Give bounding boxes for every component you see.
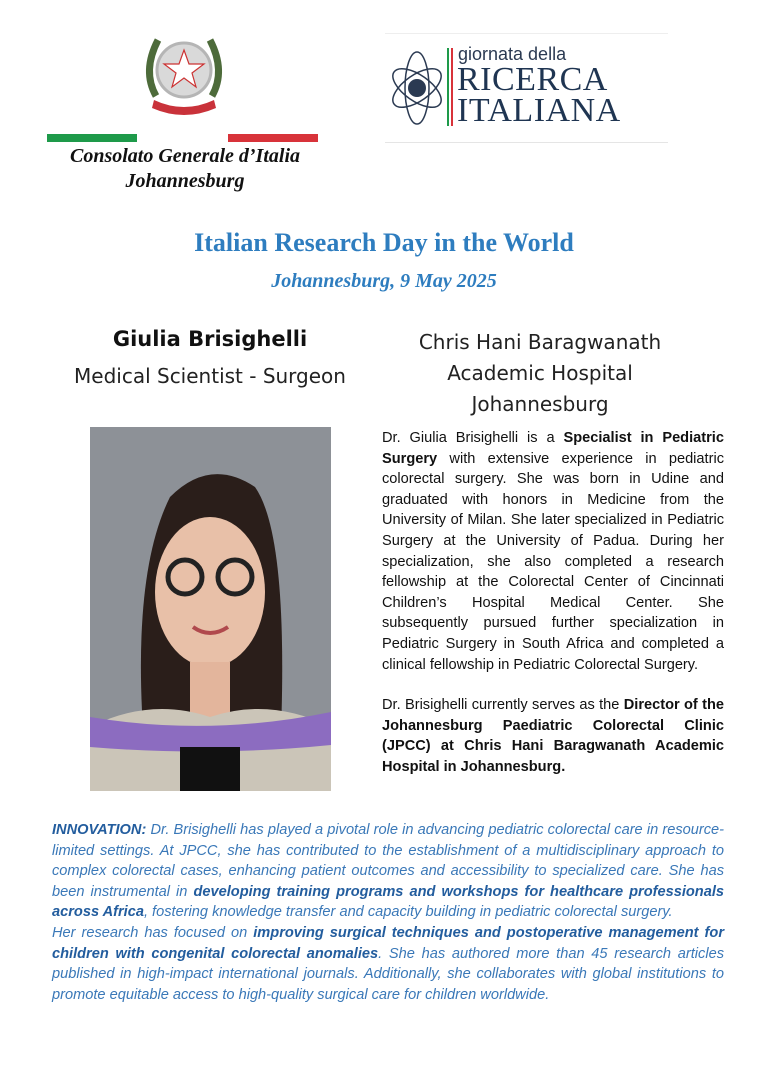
hospital-line-3: Johannesburg xyxy=(471,392,609,416)
consulate-line-2: Johannesburg xyxy=(125,170,245,192)
bio-text: Dr. Giulia Brisighelli is a xyxy=(382,430,564,446)
innovation-paragraph-1 xyxy=(52,820,724,923)
bio-paragraph-2 xyxy=(382,695,724,777)
consulate-line-1: Consolato Generale d’Italia xyxy=(69,145,300,167)
bio-text: with extensive experience in pediatric colorectal surgery. She was born in Udine and graduated with honors in Medicine from the University of Milan. She later specialized in Pediatric Surgery at the University of Padua. During her specialization, she also completed a research fellowship at the Colorectal Center of Cincinnati Children’s Hospital Medical Center. She subsequently pursued further specialization in Pediatric Surgery in South Africa and completed a clinical fellowship in Pediatric Colorectal Surgery. xyxy=(382,450,724,673)
bio-paragraph-1 xyxy=(382,428,724,675)
innovation-text: , fostering knowledge transfer and capacity building in pediatric colorectal surgery. xyxy=(143,904,673,921)
italian-republic-emblem xyxy=(138,26,230,118)
innovation-section xyxy=(52,820,724,1005)
innovation-bold: developing training programs and workshops for healthcare professionals across Africa xyxy=(52,883,724,921)
speaker-portrait xyxy=(90,427,331,791)
logo-big-text xyxy=(457,61,621,129)
event-title: Italian Research Day in the World xyxy=(194,228,574,257)
bio-bold: Specialist in Pediatric Surgery xyxy=(382,430,724,467)
bio-text: Dr. Brisighelli currently serves as the xyxy=(382,697,624,714)
innovation-text: . She has authored more than 45 research articles published in high-impact international journals. Additionally, she collaborates with global institutions to promote equitable access to high-quality surgical care for children worldwide. xyxy=(52,945,724,1003)
logo-small-text: giornata della xyxy=(458,44,567,64)
innovation-text: Dr. Brisighelli has played a pivotal role in advancing pediatric colorectal care in resource-limited settings. At JPCC, she has contributed to the establishment of a multidisciplinary approach to complex colorectal cases, enhancing patient outcomes and accessibility to specialized care. She has been instrumental in xyxy=(52,822,724,900)
innovation-bold: improving surgical techniques and postoperative management for children with congenital colorectal anomalies xyxy=(52,924,724,962)
innovation-text: Her research has focused on xyxy=(52,924,254,941)
logo-line-2: ITALIANA xyxy=(457,92,621,129)
hospital-line-2: Academic Hospital xyxy=(447,361,633,385)
consulate-name xyxy=(30,144,340,194)
speaker-role: Medical Scientist - Surgeon xyxy=(74,364,346,388)
italian-flag-bar xyxy=(447,48,453,126)
atom-globe-icon xyxy=(387,48,447,128)
innovation-paragraph-2 xyxy=(52,923,724,1005)
flag-stripe-green xyxy=(47,134,137,142)
hospital-line-1: Chris Hani Baragwanath xyxy=(418,330,662,354)
bio-bold: Director of the Johannesburg Paediatric Colorectal Clinic (JPCC) at Chris Hani Baragwanath Academic Hospital in Johannesburg. xyxy=(382,697,724,775)
flag-stripe-red xyxy=(228,134,318,142)
speaker-bio xyxy=(382,428,724,798)
innovation-label: INNOVATION: xyxy=(52,822,147,838)
event-date: Johannesburg, 9 May 2025 xyxy=(271,270,497,292)
logo-line-1: RICERCA xyxy=(457,61,608,98)
speaker-name: Giulia Brisighelli xyxy=(112,327,308,351)
hospital-name xyxy=(380,327,700,420)
